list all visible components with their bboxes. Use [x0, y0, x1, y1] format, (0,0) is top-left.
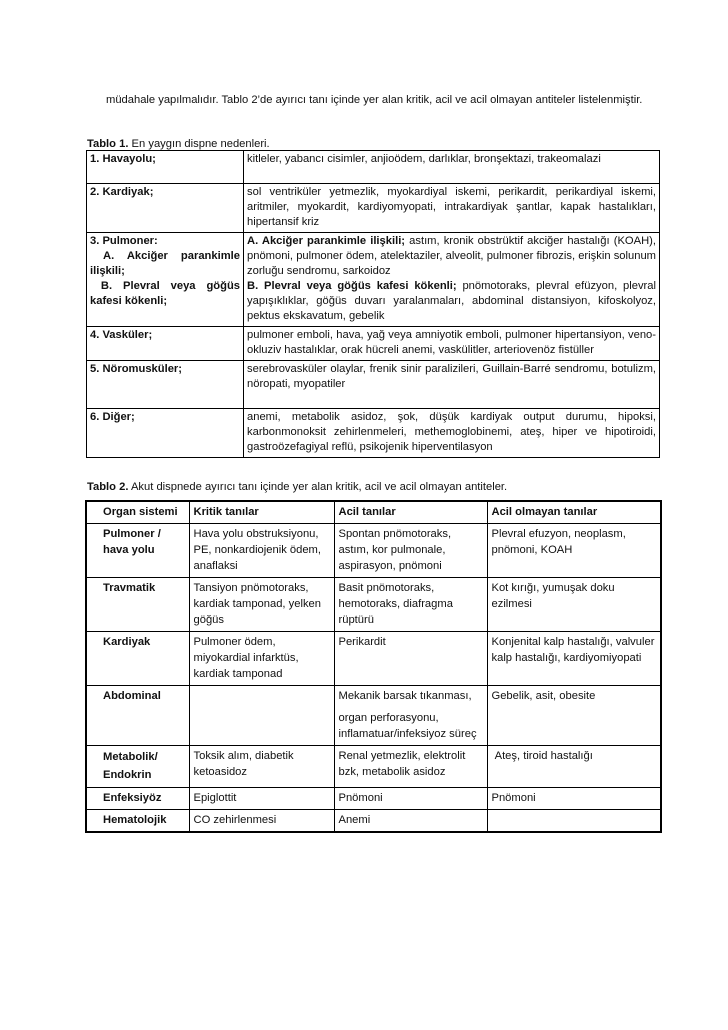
non-urgent-cell: Konjenital kalp hastalığı, valvuler kalp hastalığı, kardiyomiyopati: [487, 632, 661, 686]
header-critical: Kritik tanılar: [189, 501, 334, 524]
header-organ: Organ sistemi: [86, 501, 189, 524]
urgent-cell: Pnömoni: [334, 788, 487, 810]
urgent-cell: Basit pnömotoraks, hemotoraks, diafragma rüptürü: [334, 578, 487, 632]
table-row: [86, 686, 661, 746]
header-urgent: Acil tanılar: [334, 501, 487, 524]
urgent-line-1: Mekanik barsak tıkanması,: [338, 690, 472, 702]
table-row: [87, 409, 660, 458]
header-non-urgent: Acil olmayan tanılar: [487, 501, 661, 524]
pulmoner-key-b: B. Plevral veya göğüs kafesi kökenli;: [90, 280, 244, 307]
pulmoner-key-a: A. Akciğer parankimle ilişkili;: [90, 250, 244, 277]
table-row: [86, 810, 661, 833]
table-row: [87, 233, 660, 327]
organ-cell: Hematolojik: [86, 810, 189, 833]
non-urgent-cell: Plevral efuzyon, neoplasm, pnömoni, KOAH: [487, 524, 661, 578]
table1-caption-text: En yaygın dispne nedenleri.: [128, 138, 270, 150]
table2-caption: [87, 480, 507, 495]
row-key: 5. Nöromusküler;: [87, 361, 244, 409]
organ-cell: Abdominal: [86, 686, 189, 746]
pulmoner-value-b-heading: B. Plevral veya göğüs kafesi kökenli;: [247, 280, 457, 292]
non-urgent-cell: [487, 810, 661, 833]
row-key: 4. Vasküler;: [87, 327, 244, 361]
non-urgent-cell: Pnömoni: [487, 788, 661, 810]
organ-cell: Travmatik: [86, 578, 189, 632]
table2-caption-text: Akut dispnede ayırıcı tanı içinde yer alan kritik, acil ve acil olmayan antiteler.: [128, 481, 508, 493]
dyspnea-causes-table: [86, 150, 660, 458]
urgent-cell: Anemi: [334, 810, 487, 833]
table-row: [87, 184, 660, 233]
table-row: [87, 151, 660, 184]
critical-cell: Epiglottit: [189, 788, 334, 810]
critical-cell: Tansiyon pnömotoraks, kardiak tamponad, yelken göğüs: [189, 578, 334, 632]
row-value: pulmoner emboli, hava, yağ veya amniyotik emboli, pulmoner hipertansiyon, veno-okluziv hastalıklar, orak hücreli anemi, vaskülitler, arteriovenöz fistüller: [244, 327, 660, 361]
row-value: anemi, metabolik asidoz, şok, düşük kardiyak output durumu, hipoksi, karbonmonoksit zehirlenmeleri, methemoglobinemi, ateş, hiper ve hipotiroidi, gastroözefagiyal reflü, psikojenik hiperventilasyon: [244, 409, 660, 458]
table-row: [86, 788, 661, 810]
table-row: [86, 632, 661, 686]
critical-cell: [189, 686, 334, 746]
differential-diagnosis-table: [85, 500, 662, 833]
urgent-line-2: organ perforasyonu, inflamatuar/infeksiyoz süreç: [338, 712, 477, 740]
critical-cell: Toksik alım, diabetik ketoasidoz: [189, 746, 334, 788]
table-header-row: [86, 501, 661, 524]
pulmoner-value-b: [247, 279, 656, 324]
critical-cell: Hava yolu obstruksiyonu, PE, nonkardiojenik ödem, anaflaksi: [189, 524, 334, 578]
pulmoner-value-a-text: astım, kronik obstrüktif akciğer hastalığı (KOAH), pnömoni, pulmoner ödem, atelektaziler, alveolit, pulmoner fibrozis, erişkin solunum zorluğu sendromu, sarkoidoz: [247, 235, 656, 277]
row-value: serebrovasküler olaylar, frenik sinir paralizileri, Guillain-Barré sendromu, botulizm, nöropati, myopatiler: [244, 361, 660, 409]
intro-paragraph: müdahale yapılmalıdır. Tablo 2’de ayırıcı tanı içinde yer alan kritik, acil ve acil olmayan antiteler listelenmiştir.: [106, 94, 643, 106]
organ-cell: Metabolik/ Endokrin: [86, 746, 189, 788]
row-value: [244, 233, 660, 327]
pulmoner-value-b-text: pnömotoraks, plevral efüzyon, plevral yapışıklıklar, göğüs duvarı yaralanmaları, abdominal distansiyon, kifoskolyoz, pektus ekskavatum, gebelik: [247, 280, 656, 322]
row-value: sol ventriküler yetmezlik, myokardiyal iskemi, perikardit, perikardiyal iskemi, aritmiler, myokardit, kardiyomyopati, intrakardiyak şantlar, kapak hastalıkları, hipertansif kriz: [244, 184, 660, 233]
urgent-cell: Spontan pnömotoraks, astım, kor pulmonale, aspirasyon, pnömoni: [334, 524, 487, 578]
row-value: kitleler, yabancı cisimler, anjioödem, darlıklar, bronşektazi, trakeomalazi: [244, 151, 660, 184]
organ-cell: Enfeksiyöz: [86, 788, 189, 810]
critical-cell: Pulmoner ödem, miyokardial infarktüs, kardiak tamponad: [189, 632, 334, 686]
row-key: [87, 233, 244, 327]
urgent-cell: Renal yetmezlik, elektrolit bzk, metabolik asidoz: [334, 746, 487, 788]
table-row: [86, 746, 661, 788]
non-urgent-cell: Ateş, tiroid hastalığı: [487, 746, 661, 788]
non-urgent-cell: Gebelik, asit, obesite: [487, 686, 661, 746]
row-key: 6. Diğer;: [87, 409, 244, 458]
organ-cell: Kardiyak: [86, 632, 189, 686]
pulmoner-value-a-heading: A. Akciğer parankimle ilişkili;: [247, 235, 406, 247]
urgent-cell: [334, 686, 487, 746]
pulmoner-key: 3. Pulmoner:: [90, 235, 158, 247]
pulmoner-value-a: [247, 234, 656, 279]
table-row: [86, 578, 661, 632]
row-key: 2. Kardiyak;: [87, 184, 244, 233]
table1-caption-label: Tablo 1.: [87, 138, 129, 150]
table-row: [87, 327, 660, 361]
table-row: [86, 524, 661, 578]
table2-caption-label: Tablo 2.: [87, 481, 129, 493]
non-urgent-cell: Kot kırığı, yumuşak doku ezilmesi: [487, 578, 661, 632]
critical-cell: CO zehirlenmesi: [189, 810, 334, 833]
organ-cell: Pulmoner / hava yolu: [86, 524, 189, 578]
table-row: [87, 361, 660, 409]
row-key: 1. Havayolu;: [87, 151, 244, 184]
urgent-cell: Perikardit: [334, 632, 487, 686]
